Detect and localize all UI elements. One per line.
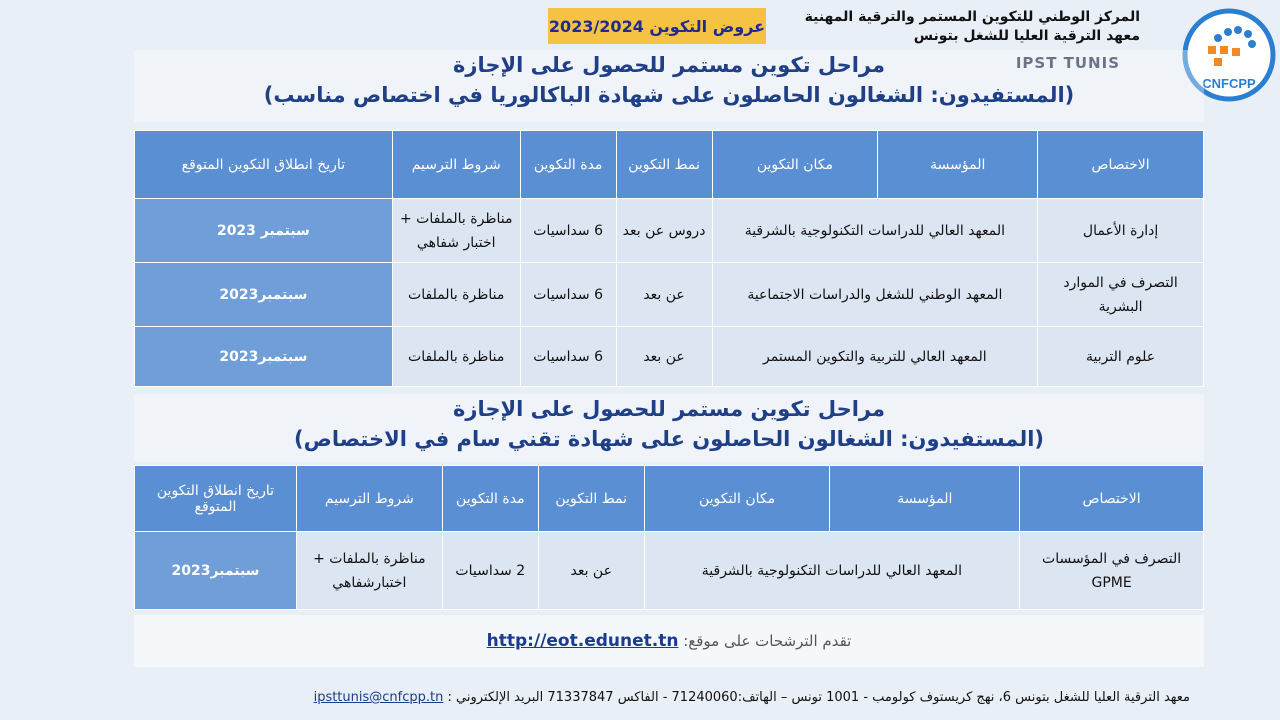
cell-mode: عن بعد — [616, 327, 712, 387]
section2-table — [134, 465, 1204, 610]
org-line-1: المركز الوطني للتكوين المستمر والترقية المهنية — [804, 9, 1140, 25]
col-institution: المؤسسة — [830, 466, 1020, 532]
cell-start-date: سبتمبر2023 — [135, 263, 393, 327]
ipst-label: IPST TUNIS — [1015, 54, 1120, 72]
col-conditions: شروط الترسيم — [296, 466, 442, 532]
section1-title: مراحل تكوين مستمر للحصول على الإجازة — [452, 53, 885, 77]
col-conditions: شروط الترسيم — [392, 131, 520, 199]
table-row — [135, 532, 1204, 610]
section1-heading — [134, 50, 1204, 122]
table-row — [135, 199, 1204, 263]
col-start-date: تاريخ انطلاق التكوين المتوقع — [135, 131, 393, 199]
cell-specialty: إدارة الأعمال — [1038, 199, 1204, 263]
col-location: مكان التكوين — [644, 466, 830, 532]
cell-conditions: مناظرة بالملفات + اختبار شفاهي — [392, 199, 520, 263]
org-name — [805, 8, 1140, 46]
section2-title: مراحل تكوين مستمر للحصول على الإجازة — [452, 397, 885, 421]
table-header-row — [135, 131, 1204, 199]
svg-text:CNFCPP: CNFCPP — [1202, 76, 1256, 91]
cell-duration: 6 سداسيات — [520, 263, 616, 327]
col-start-date: تاريخ انطلاق التكوين المتوقع — [135, 466, 297, 532]
cell-specialty: علوم التربية — [1038, 327, 1204, 387]
cell-start-date: سبتمبر 2023 — [135, 199, 393, 263]
section2-subtitle: (المستفيدون: الشغالون الحاصلون على شهادة تقني سام في الاختصاص) — [293, 427, 1045, 451]
cell-specialty: التصرف في الموارد البشرية — [1038, 263, 1204, 327]
table-row — [135, 327, 1204, 387]
col-location: مكان التكوين — [712, 131, 878, 199]
cell-conditions: مناظرة بالملفات + اختبارشفاهي — [296, 532, 442, 610]
cell-duration: 6 سداسيات — [520, 327, 616, 387]
table-row — [135, 263, 1204, 327]
col-specialty: الاختصاص — [1020, 466, 1204, 532]
cell-mode: دروس عن بعد — [616, 199, 712, 263]
cell-duration: 6 سداسيات — [520, 199, 616, 263]
cell-duration: 2 سداسيات — [442, 532, 538, 610]
org-line-2: معهد الترقية العليا للشغل بتونس — [913, 28, 1140, 44]
year-badge: عروض التكوين 2023/2024 — [548, 8, 766, 44]
apply-link[interactable]: http://eot.edunet.tn — [486, 631, 679, 651]
col-institution: المؤسسة — [878, 131, 1038, 199]
cell-specialty: التصرف في المؤسسات GPME — [1020, 532, 1204, 610]
apply-label: تقدم الترشحات على موقع: — [683, 632, 852, 650]
col-duration: مدة التكوين — [442, 466, 538, 532]
col-duration: مدة التكوين — [520, 131, 616, 199]
col-specialty: الاختصاص — [1038, 131, 1204, 199]
footer — [0, 680, 1280, 720]
cell-institution: المعهد العالي للدراسات التكنولوجية بالشرقية — [712, 199, 1038, 263]
cell-institution: المعهد العالي للدراسات التكنولوجية بالشرقية — [644, 532, 1020, 610]
cell-start-date: سبتمبر2023 — [135, 532, 297, 610]
cell-start-date: سبتمبر2023 — [135, 327, 393, 387]
cell-mode: عن بعد — [538, 532, 644, 610]
cell-institution: المعهد الوطني للشغل والدراسات الاجتماعية — [712, 263, 1038, 327]
footer-email-link[interactable]: ipsttunis@cnfcpp.tn — [313, 690, 444, 705]
cell-institution: المعهد العالي للتربية والتكوين المستمر — [712, 327, 1038, 387]
table-header-row — [135, 466, 1204, 532]
section2-heading — [134, 394, 1204, 462]
col-mode: نمط التكوين — [538, 466, 644, 532]
cell-mode: عن بعد — [616, 263, 712, 327]
cell-conditions: مناظرة بالملفات — [392, 327, 520, 387]
footer-address: معهد الترقية العليا للشغل بتونس 6، نهج كريستوف كولومب - 1001 تونس – الهاتف:71240060 - الفاكس 71337847 البريد الإلكتروني : — [447, 690, 1190, 705]
section1-subtitle: (المستفيدون: الشغالون الحاصلون على شهادة الباكالوريا في اختصاص مناسب) — [263, 83, 1075, 107]
section1-table — [134, 130, 1204, 387]
col-mode: نمط التكوين — [616, 131, 712, 199]
apply-row — [134, 615, 1204, 667]
cell-conditions: مناظرة بالملفات — [392, 263, 520, 327]
